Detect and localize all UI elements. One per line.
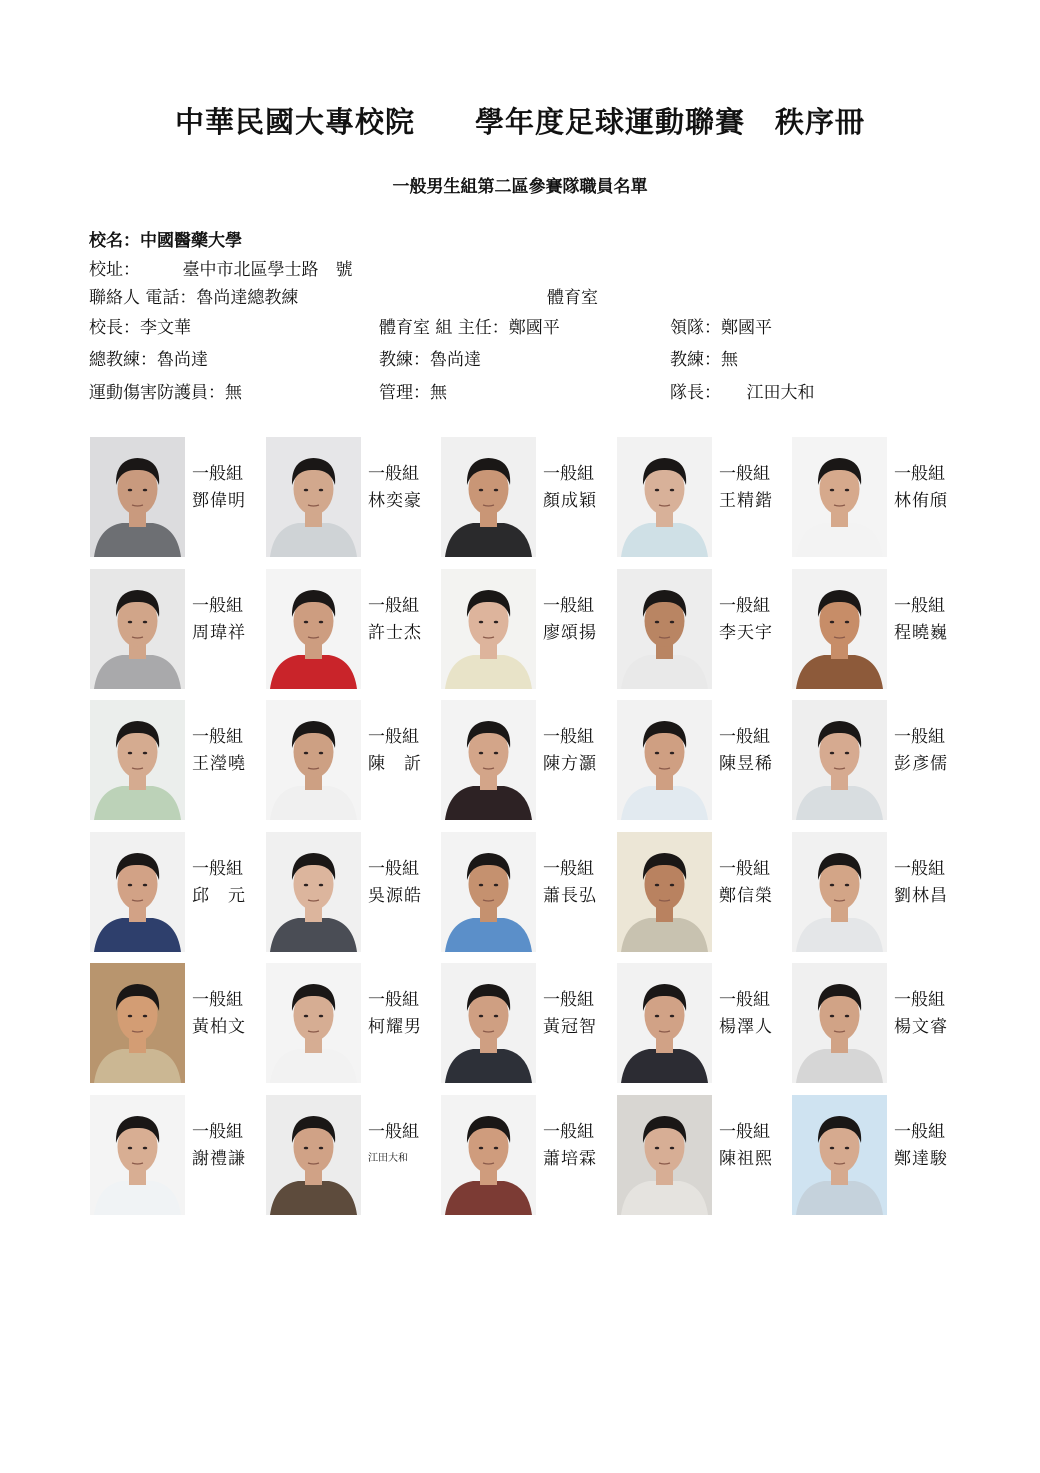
player-photo: [617, 700, 712, 820]
player-name: 廖頌揚: [543, 623, 597, 643]
player-name: 蕭培霖: [543, 1149, 597, 1169]
staff-row-coaches: [89, 345, 959, 369]
player-name: 周瑋祥: [192, 623, 246, 643]
player-photo: [792, 700, 887, 820]
player-photo: [617, 832, 712, 952]
player-card: [266, 832, 441, 952]
player-group: 一般組: [543, 859, 594, 879]
player-card: [90, 963, 265, 1083]
player-photo: [266, 569, 361, 689]
player-photo: [266, 1095, 361, 1215]
player-photo: [617, 1095, 712, 1215]
player-card: [441, 963, 616, 1083]
player-group: 一般組: [719, 596, 770, 616]
player-group: 一般組: [719, 859, 770, 879]
player-group: 一般組: [368, 1122, 419, 1142]
player-group: 一般組: [894, 1122, 945, 1142]
player-group: 一般組: [543, 1122, 594, 1142]
player-group: 一般組: [894, 990, 945, 1010]
player-photo: [792, 437, 887, 557]
player-group: 一般組: [368, 596, 419, 616]
player-photo: [266, 963, 361, 1083]
player-card: [266, 569, 441, 689]
player-group: 一般組: [368, 859, 419, 879]
player-name: 江田大和: [368, 1153, 408, 1164]
player-photo: [441, 832, 536, 952]
player-photo: [90, 963, 185, 1083]
assistant-coach: 教練：無: [670, 350, 738, 370]
player-name: 顏成穎: [543, 491, 597, 511]
player-name: 黃冠智: [543, 1017, 597, 1037]
player-name: 楊文睿: [894, 1017, 948, 1037]
contact-office: 體育室: [547, 288, 598, 308]
school-address: 校址： 臺中市北區學士路 號: [89, 260, 353, 280]
player-photo: [90, 437, 185, 557]
player-name: 鄭信榮: [719, 886, 773, 906]
player-name: 許士杰: [368, 623, 422, 643]
player-card: [617, 1095, 792, 1215]
player-photo: [792, 963, 887, 1083]
athletic-trainer: 運動傷害防護員：無: [89, 383, 242, 403]
player-card: [90, 1095, 265, 1215]
player-card: [792, 700, 967, 820]
player-group: 一般組: [719, 1122, 770, 1142]
player-group: 一般組: [894, 596, 945, 616]
player-group: 一般組: [719, 727, 770, 747]
player-card: [792, 1095, 967, 1215]
player-card: [441, 437, 616, 557]
player-name: 林奕豪: [368, 491, 422, 511]
player-name: 吳源皓: [368, 886, 422, 906]
player-name: 劉林昌: [894, 886, 948, 906]
player-photo: [266, 437, 361, 557]
player-name: 程曉巍: [894, 623, 948, 643]
school-name: 校名：中國醫藥大學: [89, 231, 242, 251]
contact-person: 聯絡人 電話：魯尚達總教練: [89, 288, 299, 308]
player-photo: [792, 1095, 887, 1215]
team-captain: 隊長： 江田大和: [670, 383, 815, 403]
player-name: 林侑頎: [894, 491, 948, 511]
head-coach: 總教練：魯尚達: [89, 350, 208, 370]
player-photo: [441, 700, 536, 820]
player-photo: [266, 832, 361, 952]
team-leader: 領隊：鄭國平: [670, 318, 772, 338]
player-photo: [441, 437, 536, 557]
player-card: [90, 700, 265, 820]
player-photo: [792, 832, 887, 952]
player-card: [617, 437, 792, 557]
staff-row-principal: [89, 313, 959, 337]
player-group: 一般組: [543, 990, 594, 1010]
player-group: 一般組: [192, 990, 243, 1010]
player-group: 一般組: [192, 727, 243, 747]
player-photo: [617, 963, 712, 1083]
page-title: 中華民國大專校院 學年度足球運動聯賽 秩序冊: [174, 105, 865, 139]
player-group: 一般組: [192, 859, 243, 879]
player-photo: [617, 437, 712, 557]
player-card: [617, 700, 792, 820]
page-subtitle: 一般男生組第二區參賽隊職員名單: [392, 177, 648, 197]
player-name: 蕭長弘: [543, 886, 597, 906]
player-card: [792, 437, 967, 557]
player-name: 謝禮謙: [192, 1149, 246, 1169]
player-group: 一般組: [192, 596, 243, 616]
player-group: 一般組: [192, 1122, 243, 1142]
player-name: 鄧偉明: [192, 491, 246, 511]
player-name: 王精鍇: [719, 491, 773, 511]
player-name: 陳 訢: [368, 754, 422, 774]
player-card: [90, 437, 265, 557]
player-group: 一般組: [543, 596, 594, 616]
player-name: 李天宇: [719, 623, 773, 643]
player-group: 一般組: [543, 727, 594, 747]
player-photo: [441, 963, 536, 1083]
player-card: [266, 1095, 441, 1215]
staff-row-support: [89, 378, 959, 402]
player-group: 一般組: [894, 464, 945, 484]
player-photo: [441, 1095, 536, 1215]
player-photo: [441, 569, 536, 689]
player-card: [441, 832, 616, 952]
player-photo: [266, 700, 361, 820]
player-card: [90, 832, 265, 952]
player-name: 陳昱稀: [719, 754, 773, 774]
player-group: 一般組: [368, 727, 419, 747]
player-card: [90, 569, 265, 689]
team-manager: 管理：無: [379, 383, 447, 403]
pe-office-director: 體育室 組 主任：鄭國平: [379, 318, 560, 338]
player-card: [792, 569, 967, 689]
player-name: 楊澤人: [719, 1017, 773, 1037]
player-card: [617, 963, 792, 1083]
player-group: 一般組: [543, 464, 594, 484]
principal: 校長：李文華: [89, 318, 191, 338]
player-photo: [90, 832, 185, 952]
player-photo: [90, 1095, 185, 1215]
player-card: [266, 437, 441, 557]
player-photo: [617, 569, 712, 689]
player-name: 彭彥儒: [894, 754, 948, 774]
player-group: 一般組: [894, 859, 945, 879]
player-group: 一般組: [192, 464, 243, 484]
player-name: 陳方灝: [543, 754, 597, 774]
player-name: 邱 元: [192, 886, 246, 906]
player-name: 鄭達駿: [894, 1149, 948, 1169]
player-card: [441, 569, 616, 689]
player-group: 一般組: [719, 990, 770, 1010]
player-name: 王瀅嘵: [192, 754, 246, 774]
player-card: [266, 963, 441, 1083]
player-name: 柯耀男: [368, 1017, 422, 1037]
coach: 教練：魯尚達: [379, 350, 481, 370]
player-group: 一般組: [894, 727, 945, 747]
player-group: 一般組: [368, 990, 419, 1010]
player-photo: [90, 700, 185, 820]
player-card: [266, 700, 441, 820]
player-card: [441, 1095, 616, 1215]
player-card: [617, 832, 792, 952]
player-card: [792, 832, 967, 952]
player-name: 陳祖熙: [719, 1149, 773, 1169]
player-name: 黃柏文: [192, 1017, 246, 1037]
player-card: [792, 963, 967, 1083]
player-photo: [90, 569, 185, 689]
player-photo: [792, 569, 887, 689]
player-group: 一般組: [368, 464, 419, 484]
player-group: 一般組: [719, 464, 770, 484]
player-card: [441, 700, 616, 820]
player-card: [617, 569, 792, 689]
